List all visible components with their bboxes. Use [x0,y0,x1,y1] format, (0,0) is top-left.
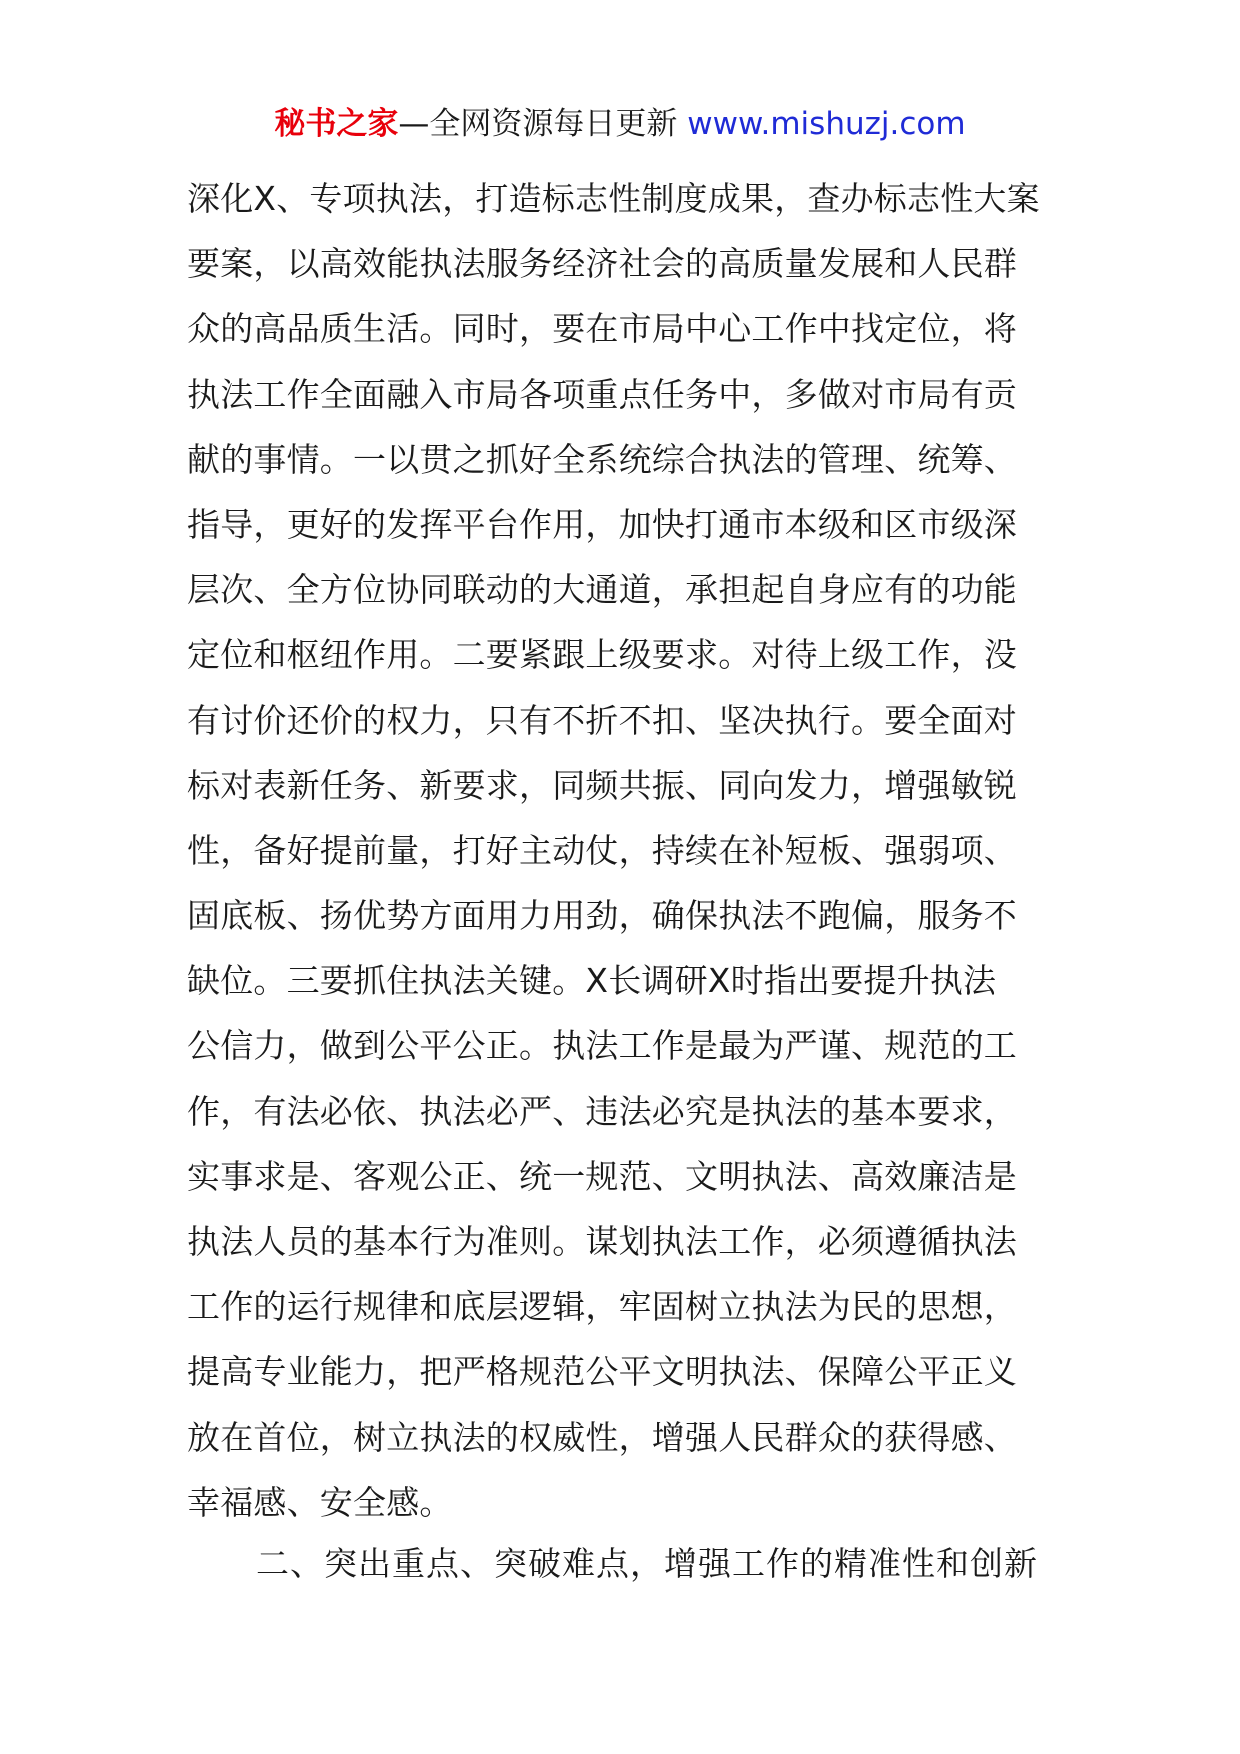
body-line: 实事求是、客观公正、统一规范、文明执法、高效廉洁是 [187,1156,1017,1196]
body-line: 层次、全方位协同联动的大通道，承担起自身应有的功能 [187,570,1017,610]
body-line: 放在首位，树立执法的权威性，增强人民群众的获得感、 [187,1417,1017,1457]
brand-tagline: —全网资源每日更新 [398,106,678,142]
brand-name: 秘书之家 [274,106,399,142]
body-line: 指导，更好的发挥平台作用，加快打通市本级和区市级深 [187,504,1017,544]
site-watermark-header [0,104,1240,144]
body-line: 执法人员的基本行为准则。谋划执法工作，必须遵循执法 [187,1222,1017,1261]
body-line: 公信力，做到公平公正。执法工作是最为严谨、规范的工 [187,1026,1017,1066]
body-line: 性，备好提前量，打好主动仗，持续在补短板、强弱项、 [187,830,1017,870]
body-line: 固底板、扬优势方面用力用劲，确保执法不跑偏，服务不 [187,896,1017,936]
body-line: 众的高品质生活。同时，要在市局中心工作中找定位，将 [187,309,1017,349]
body-line: 标对表新任务、新要求，同频共振、同向发力，增强敏锐 [187,765,1017,805]
body-line: 执法工作全面融入市局各项重点任务中，多做对市局有贡 [187,374,1017,414]
body-line: 有讨价还价的权力，只有不折不扣、坚决执行。要全面对 [187,700,1017,740]
body-line: 缺位。三要抓住执法关键。X长调研X时指出要提升执法 [187,961,997,1001]
body-line: 要案，以高效能执法服务经济社会的高质量发展和人民群 [187,244,1017,284]
section-heading: 二、突出重点、突破难点，增强工作的精准性和创新 [256,1544,1038,1583]
body-line: 工作的运行规律和底层逻辑，牢固树立执法为民的思想， [187,1287,1017,1327]
body-line: 幸福感、安全感。 [187,1482,453,1522]
body-line: 献的事情。一以贯之抓好全系统综合执法的管理、统筹、 [187,439,1017,479]
body-line: 深化X、专项执法，打造标志性制度成果，查办标志性大案 [187,179,1040,218]
body-line: 提高专业能力，把严格规范公平文明执法、保障公平正义 [187,1352,1017,1392]
body-line: 定位和枢纽作用。二要紧跟上级要求。对待上级工作，没 [187,635,1017,675]
site-url: www.mishuzj.com [687,106,966,142]
document-body [187,166,1067,1535]
body-line: 作，有法必依、执法必严、违法必究是执法的基本要求， [187,1091,1017,1131]
